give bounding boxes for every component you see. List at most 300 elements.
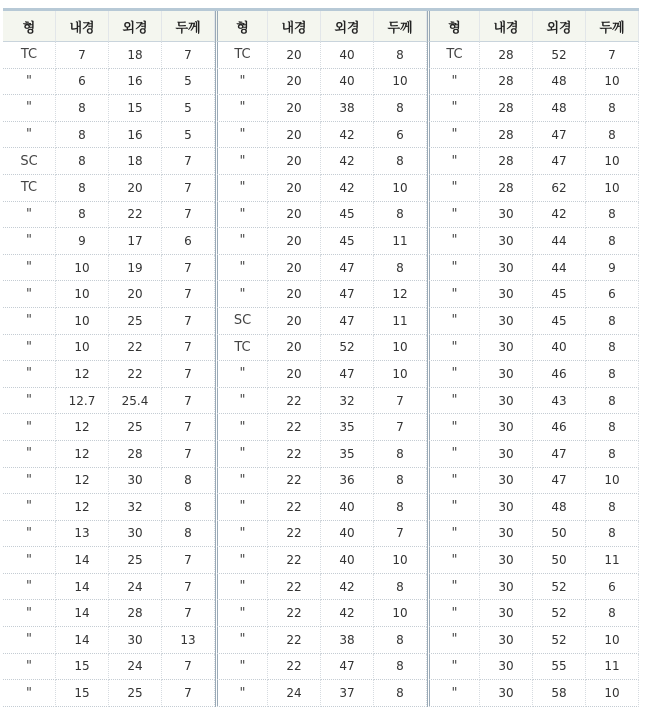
- cell-type: ": [3, 335, 56, 362]
- cell-type: ": [215, 547, 268, 574]
- cell-outer-diameter: 47: [321, 255, 374, 282]
- table-row: [3, 468, 639, 495]
- cell-thickness: 11: [586, 654, 639, 681]
- cell-outer-diameter: 52: [533, 42, 586, 69]
- cell-inner-diameter: 22: [268, 494, 321, 521]
- cell-outer-diameter: 42: [533, 202, 586, 229]
- cell-type: ": [427, 255, 480, 282]
- cell-outer-diameter: 17: [109, 228, 162, 255]
- cell-thickness: 8: [374, 494, 427, 521]
- cell-inner-diameter: 20: [268, 361, 321, 388]
- table-row: [3, 494, 639, 521]
- cell-inner-diameter: 20: [268, 175, 321, 202]
- cell-outer-diameter: 48: [533, 69, 586, 96]
- cell-inner-diameter: 6: [56, 69, 109, 96]
- cell-inner-diameter: 22: [268, 574, 321, 601]
- cell-outer-diameter: 52: [533, 574, 586, 601]
- cell-type: ": [215, 600, 268, 627]
- cell-thickness: 8: [374, 680, 427, 707]
- cell-outer-diameter: 43: [533, 388, 586, 415]
- cell-outer-diameter: 47: [321, 281, 374, 308]
- cell-type: ": [3, 281, 56, 308]
- cell-outer-diameter: 40: [321, 69, 374, 96]
- cell-inner-diameter: 22: [268, 521, 321, 548]
- cell-outer-diameter: 47: [321, 654, 374, 681]
- col-header-type: 형: [427, 11, 480, 42]
- cell-type: ": [427, 175, 480, 202]
- cell-outer-diameter: 37: [321, 680, 374, 707]
- cell-inner-diameter: 8: [56, 148, 109, 175]
- cell-outer-diameter: 30: [109, 627, 162, 654]
- table-row: [3, 281, 639, 308]
- cell-thickness: 10: [586, 69, 639, 96]
- seal-size-table: [3, 8, 639, 707]
- cell-outer-diameter: 38: [321, 95, 374, 122]
- cell-type: ": [427, 148, 480, 175]
- cell-outer-diameter: 47: [533, 122, 586, 149]
- cell-outer-diameter: 24: [109, 654, 162, 681]
- cell-outer-diameter: 44: [533, 228, 586, 255]
- cell-outer-diameter: 40: [321, 494, 374, 521]
- cell-thickness: 7: [162, 281, 215, 308]
- table-row: [3, 255, 639, 282]
- cell-type: ": [427, 521, 480, 548]
- cell-inner-diameter: 30: [480, 547, 533, 574]
- cell-outer-diameter: 38: [321, 627, 374, 654]
- cell-type: SC: [215, 308, 268, 335]
- cell-type: ": [215, 441, 268, 468]
- cell-type: ": [215, 468, 268, 495]
- cell-inner-diameter: 30: [480, 335, 533, 362]
- cell-thickness: 6: [586, 281, 639, 308]
- cell-thickness: 8: [586, 600, 639, 627]
- cell-inner-diameter: 15: [56, 654, 109, 681]
- cell-outer-diameter: 16: [109, 69, 162, 96]
- cell-thickness: 8: [586, 308, 639, 335]
- cell-thickness: 7: [162, 654, 215, 681]
- cell-thickness: 8: [374, 202, 427, 229]
- cell-type: ": [3, 95, 56, 122]
- cell-outer-diameter: 42: [321, 148, 374, 175]
- cell-inner-diameter: 12: [56, 494, 109, 521]
- cell-thickness: 8: [586, 521, 639, 548]
- cell-thickness: 7: [162, 148, 215, 175]
- table-row: [3, 361, 639, 388]
- table-body: [3, 42, 639, 707]
- cell-outer-diameter: 50: [533, 521, 586, 548]
- cell-thickness: 8: [586, 335, 639, 362]
- cell-thickness: 10: [586, 627, 639, 654]
- cell-thickness: 5: [162, 69, 215, 96]
- cell-outer-diameter: 35: [321, 414, 374, 441]
- cell-outer-diameter: 44: [533, 255, 586, 282]
- cell-inner-diameter: 12: [56, 414, 109, 441]
- cell-outer-diameter: 25: [109, 414, 162, 441]
- cell-inner-diameter: 28: [480, 69, 533, 96]
- cell-thickness: 7: [162, 361, 215, 388]
- table-row: [3, 308, 639, 335]
- cell-thickness: 11: [586, 547, 639, 574]
- cell-type: ": [3, 388, 56, 415]
- table-row: [3, 680, 639, 707]
- cell-outer-diameter: 45: [533, 281, 586, 308]
- cell-thickness: 10: [374, 335, 427, 362]
- col-header-outer-diameter: 외경: [109, 11, 162, 42]
- cell-thickness: 8: [586, 388, 639, 415]
- cell-thickness: 8: [162, 468, 215, 495]
- cell-inner-diameter: 30: [480, 521, 533, 548]
- cell-type: TC: [215, 42, 268, 69]
- cell-type: ": [3, 600, 56, 627]
- cell-thickness: 7: [162, 574, 215, 601]
- cell-type: ": [427, 468, 480, 495]
- cell-type: ": [427, 228, 480, 255]
- cell-thickness: 8: [162, 521, 215, 548]
- cell-thickness: 13: [162, 627, 215, 654]
- cell-type: ": [3, 122, 56, 149]
- cell-type: ": [427, 69, 480, 96]
- col-header-inner-diameter: 내경: [56, 11, 109, 42]
- cell-inner-diameter: 13: [56, 521, 109, 548]
- cell-thickness: 7: [162, 255, 215, 282]
- cell-outer-diameter: 52: [533, 600, 586, 627]
- cell-type: ": [427, 122, 480, 149]
- cell-thickness: 5: [162, 95, 215, 122]
- cell-inner-diameter: 30: [480, 441, 533, 468]
- cell-outer-diameter: 22: [109, 202, 162, 229]
- cell-outer-diameter: 22: [109, 361, 162, 388]
- cell-outer-diameter: 55: [533, 654, 586, 681]
- cell-thickness: 8: [586, 361, 639, 388]
- cell-type: ": [3, 627, 56, 654]
- cell-inner-diameter: 20: [268, 228, 321, 255]
- cell-thickness: 7: [374, 388, 427, 415]
- cell-inner-diameter: 10: [56, 281, 109, 308]
- table-row: [3, 441, 639, 468]
- cell-outer-diameter: 19: [109, 255, 162, 282]
- cell-outer-diameter: 52: [321, 335, 374, 362]
- cell-type: ": [427, 388, 480, 415]
- cell-thickness: 7: [162, 600, 215, 627]
- cell-type: ": [215, 494, 268, 521]
- cell-outer-diameter: 40: [533, 335, 586, 362]
- cell-outer-diameter: 20: [109, 175, 162, 202]
- cell-type: ": [3, 654, 56, 681]
- cell-inner-diameter: 28: [480, 148, 533, 175]
- cell-type: SC: [3, 148, 56, 175]
- cell-outer-diameter: 47: [533, 441, 586, 468]
- cell-outer-diameter: 30: [109, 521, 162, 548]
- cell-inner-diameter: 30: [480, 654, 533, 681]
- cell-type: ": [215, 388, 268, 415]
- cell-thickness: 10: [586, 148, 639, 175]
- cell-type: ": [215, 175, 268, 202]
- cell-thickness: 10: [374, 547, 427, 574]
- table-row: [3, 69, 639, 96]
- cell-type: ": [427, 627, 480, 654]
- table-row: [3, 335, 639, 362]
- cell-inner-diameter: 30: [480, 308, 533, 335]
- table-row: [3, 148, 639, 175]
- cell-inner-diameter: 30: [480, 361, 533, 388]
- cell-type: ": [3, 547, 56, 574]
- cell-inner-diameter: 28: [480, 175, 533, 202]
- cell-type: ": [427, 414, 480, 441]
- cell-inner-diameter: 22: [268, 468, 321, 495]
- cell-thickness: 7: [162, 175, 215, 202]
- cell-inner-diameter: 12.7: [56, 388, 109, 415]
- cell-thickness: 7: [162, 202, 215, 229]
- cell-thickness: 10: [374, 175, 427, 202]
- cell-outer-diameter: 18: [109, 148, 162, 175]
- cell-inner-diameter: 20: [268, 122, 321, 149]
- cell-thickness: 10: [374, 69, 427, 96]
- cell-type: ": [215, 228, 268, 255]
- col-header-type: 형: [3, 11, 56, 42]
- cell-type: ": [215, 148, 268, 175]
- cell-thickness: 12: [374, 281, 427, 308]
- cell-outer-diameter: 46: [533, 414, 586, 441]
- col-header-inner-diameter: 내경: [480, 11, 533, 42]
- cell-outer-diameter: 48: [533, 494, 586, 521]
- cell-inner-diameter: 30: [480, 600, 533, 627]
- cell-thickness: 8: [586, 202, 639, 229]
- cell-outer-diameter: 32: [321, 388, 374, 415]
- cell-thickness: 5: [162, 122, 215, 149]
- cell-inner-diameter: 22: [268, 654, 321, 681]
- cell-outer-diameter: 42: [321, 600, 374, 627]
- cell-type: ": [3, 414, 56, 441]
- cell-outer-diameter: 47: [533, 468, 586, 495]
- cell-thickness: 8: [374, 441, 427, 468]
- cell-outer-diameter: 36: [321, 468, 374, 495]
- cell-inner-diameter: 28: [480, 42, 533, 69]
- cell-thickness: 8: [374, 574, 427, 601]
- cell-inner-diameter: 22: [268, 547, 321, 574]
- cell-thickness: 8: [374, 255, 427, 282]
- cell-outer-diameter: 42: [321, 122, 374, 149]
- cell-type: ": [427, 308, 480, 335]
- cell-inner-diameter: 9: [56, 228, 109, 255]
- cell-outer-diameter: 48: [533, 95, 586, 122]
- cell-outer-diameter: 25: [109, 308, 162, 335]
- cell-inner-diameter: 8: [56, 175, 109, 202]
- cell-inner-diameter: 30: [480, 281, 533, 308]
- cell-inner-diameter: 10: [56, 255, 109, 282]
- cell-inner-diameter: 12: [56, 441, 109, 468]
- cell-inner-diameter: 22: [268, 600, 321, 627]
- cell-inner-diameter: 14: [56, 547, 109, 574]
- col-header-type: 형: [215, 11, 268, 42]
- cell-inner-diameter: 28: [480, 95, 533, 122]
- cell-inner-diameter: 20: [268, 335, 321, 362]
- cell-thickness: 8: [374, 148, 427, 175]
- cell-type: ": [215, 627, 268, 654]
- cell-outer-diameter: 35: [321, 441, 374, 468]
- cell-outer-diameter: 47: [533, 148, 586, 175]
- cell-type: ": [215, 654, 268, 681]
- cell-inner-diameter: 30: [480, 680, 533, 707]
- cell-outer-diameter: 58: [533, 680, 586, 707]
- cell-type: ": [215, 361, 268, 388]
- cell-type: ": [427, 547, 480, 574]
- cell-thickness: 11: [374, 228, 427, 255]
- cell-thickness: 9: [586, 255, 639, 282]
- cell-thickness: 7: [586, 42, 639, 69]
- cell-outer-diameter: 20: [109, 281, 162, 308]
- cell-type: ": [427, 600, 480, 627]
- table-row: [3, 654, 639, 681]
- cell-inner-diameter: 30: [480, 255, 533, 282]
- cell-thickness: 7: [162, 441, 215, 468]
- table-row: [3, 175, 639, 202]
- cell-type: ": [215, 202, 268, 229]
- table-row: [3, 521, 639, 548]
- cell-outer-diameter: 18: [109, 42, 162, 69]
- cell-type: TC: [3, 175, 56, 202]
- cell-outer-diameter: 25: [109, 680, 162, 707]
- col-header-thickness: 두께: [374, 11, 427, 42]
- cell-inner-diameter: 22: [268, 414, 321, 441]
- cell-type: ": [427, 680, 480, 707]
- cell-thickness: 8: [374, 627, 427, 654]
- cell-thickness: 10: [586, 680, 639, 707]
- cell-thickness: 7: [162, 388, 215, 415]
- cell-type: ": [427, 361, 480, 388]
- table-row: [3, 627, 639, 654]
- col-header-outer-diameter: 외경: [321, 11, 374, 42]
- cell-outer-diameter: 15: [109, 95, 162, 122]
- cell-inner-diameter: 20: [268, 69, 321, 96]
- cell-outer-diameter: 45: [533, 308, 586, 335]
- cell-thickness: 7: [162, 680, 215, 707]
- table-row: [3, 414, 639, 441]
- cell-outer-diameter: 40: [321, 521, 374, 548]
- cell-type: ": [427, 202, 480, 229]
- cell-type: ": [3, 494, 56, 521]
- cell-inner-diameter: 20: [268, 255, 321, 282]
- cell-thickness: 6: [586, 574, 639, 601]
- cell-type: ": [215, 69, 268, 96]
- cell-outer-diameter: 42: [321, 175, 374, 202]
- cell-inner-diameter: 30: [480, 468, 533, 495]
- cell-type: ": [215, 574, 268, 601]
- cell-thickness: 7: [162, 335, 215, 362]
- cell-thickness: 11: [374, 308, 427, 335]
- cell-type: ": [3, 441, 56, 468]
- col-header-thickness: 두께: [162, 11, 215, 42]
- cell-thickness: 10: [374, 361, 427, 388]
- table-row: [3, 388, 639, 415]
- cell-outer-diameter: 45: [321, 202, 374, 229]
- cell-thickness: 10: [374, 600, 427, 627]
- cell-thickness: 7: [374, 521, 427, 548]
- cell-inner-diameter: 8: [56, 95, 109, 122]
- cell-inner-diameter: 20: [268, 148, 321, 175]
- cell-thickness: 8: [586, 494, 639, 521]
- cell-thickness: 8: [586, 95, 639, 122]
- cell-outer-diameter: 25.4: [109, 388, 162, 415]
- cell-type: ": [215, 122, 268, 149]
- cell-thickness: 8: [586, 414, 639, 441]
- cell-inner-diameter: 30: [480, 574, 533, 601]
- cell-inner-diameter: 22: [268, 627, 321, 654]
- table-row: [3, 95, 639, 122]
- cell-type: ": [3, 308, 56, 335]
- cell-inner-diameter: 20: [268, 202, 321, 229]
- cell-thickness: 8: [586, 122, 639, 149]
- cell-type: ": [427, 281, 480, 308]
- cell-inner-diameter: 30: [480, 494, 533, 521]
- cell-inner-diameter: 30: [480, 228, 533, 255]
- cell-type: ": [215, 414, 268, 441]
- cell-outer-diameter: 40: [321, 547, 374, 574]
- col-header-outer-diameter: 외경: [533, 11, 586, 42]
- cell-inner-diameter: 30: [480, 627, 533, 654]
- cell-type: ": [3, 521, 56, 548]
- cell-inner-diameter: 10: [56, 308, 109, 335]
- cell-outer-diameter: 22: [109, 335, 162, 362]
- cell-type: ": [3, 255, 56, 282]
- cell-type: ": [3, 69, 56, 96]
- cell-inner-diameter: 8: [56, 202, 109, 229]
- cell-inner-diameter: 10: [56, 335, 109, 362]
- cell-inner-diameter: 14: [56, 600, 109, 627]
- table-row: [3, 574, 639, 601]
- cell-inner-diameter: 22: [268, 388, 321, 415]
- cell-thickness: 6: [374, 122, 427, 149]
- col-header-thickness: 두께: [586, 11, 639, 42]
- cell-type: TC: [427, 42, 480, 69]
- cell-thickness: 8: [374, 654, 427, 681]
- cell-type: ": [427, 654, 480, 681]
- cell-inner-diameter: 7: [56, 42, 109, 69]
- cell-type: ": [3, 361, 56, 388]
- cell-outer-diameter: 30: [109, 468, 162, 495]
- cell-inner-diameter: 8: [56, 122, 109, 149]
- cell-outer-diameter: 32: [109, 494, 162, 521]
- cell-inner-diameter: 20: [268, 308, 321, 335]
- cell-type: ": [3, 680, 56, 707]
- cell-thickness: 8: [374, 95, 427, 122]
- cell-outer-diameter: 25: [109, 547, 162, 574]
- cell-thickness: 8: [586, 228, 639, 255]
- cell-inner-diameter: 24: [268, 680, 321, 707]
- cell-thickness: 7: [162, 42, 215, 69]
- cell-thickness: 7: [162, 414, 215, 441]
- cell-inner-diameter: 22: [268, 441, 321, 468]
- cell-type: ": [3, 228, 56, 255]
- cell-thickness: 8: [374, 42, 427, 69]
- header-row: [3, 11, 639, 42]
- table-row: [3, 228, 639, 255]
- cell-thickness: 6: [162, 228, 215, 255]
- cell-outer-diameter: 28: [109, 600, 162, 627]
- cell-thickness: 8: [162, 494, 215, 521]
- cell-outer-diameter: 40: [321, 42, 374, 69]
- cell-inner-diameter: 30: [480, 414, 533, 441]
- cell-type: ": [427, 494, 480, 521]
- cell-outer-diameter: 47: [321, 308, 374, 335]
- cell-inner-diameter: 20: [268, 281, 321, 308]
- cell-outer-diameter: 50: [533, 547, 586, 574]
- cell-outer-diameter: 62: [533, 175, 586, 202]
- cell-outer-diameter: 45: [321, 228, 374, 255]
- cell-type: TC: [215, 335, 268, 362]
- table-row: [3, 202, 639, 229]
- cell-type: ": [427, 574, 480, 601]
- cell-type: ": [215, 95, 268, 122]
